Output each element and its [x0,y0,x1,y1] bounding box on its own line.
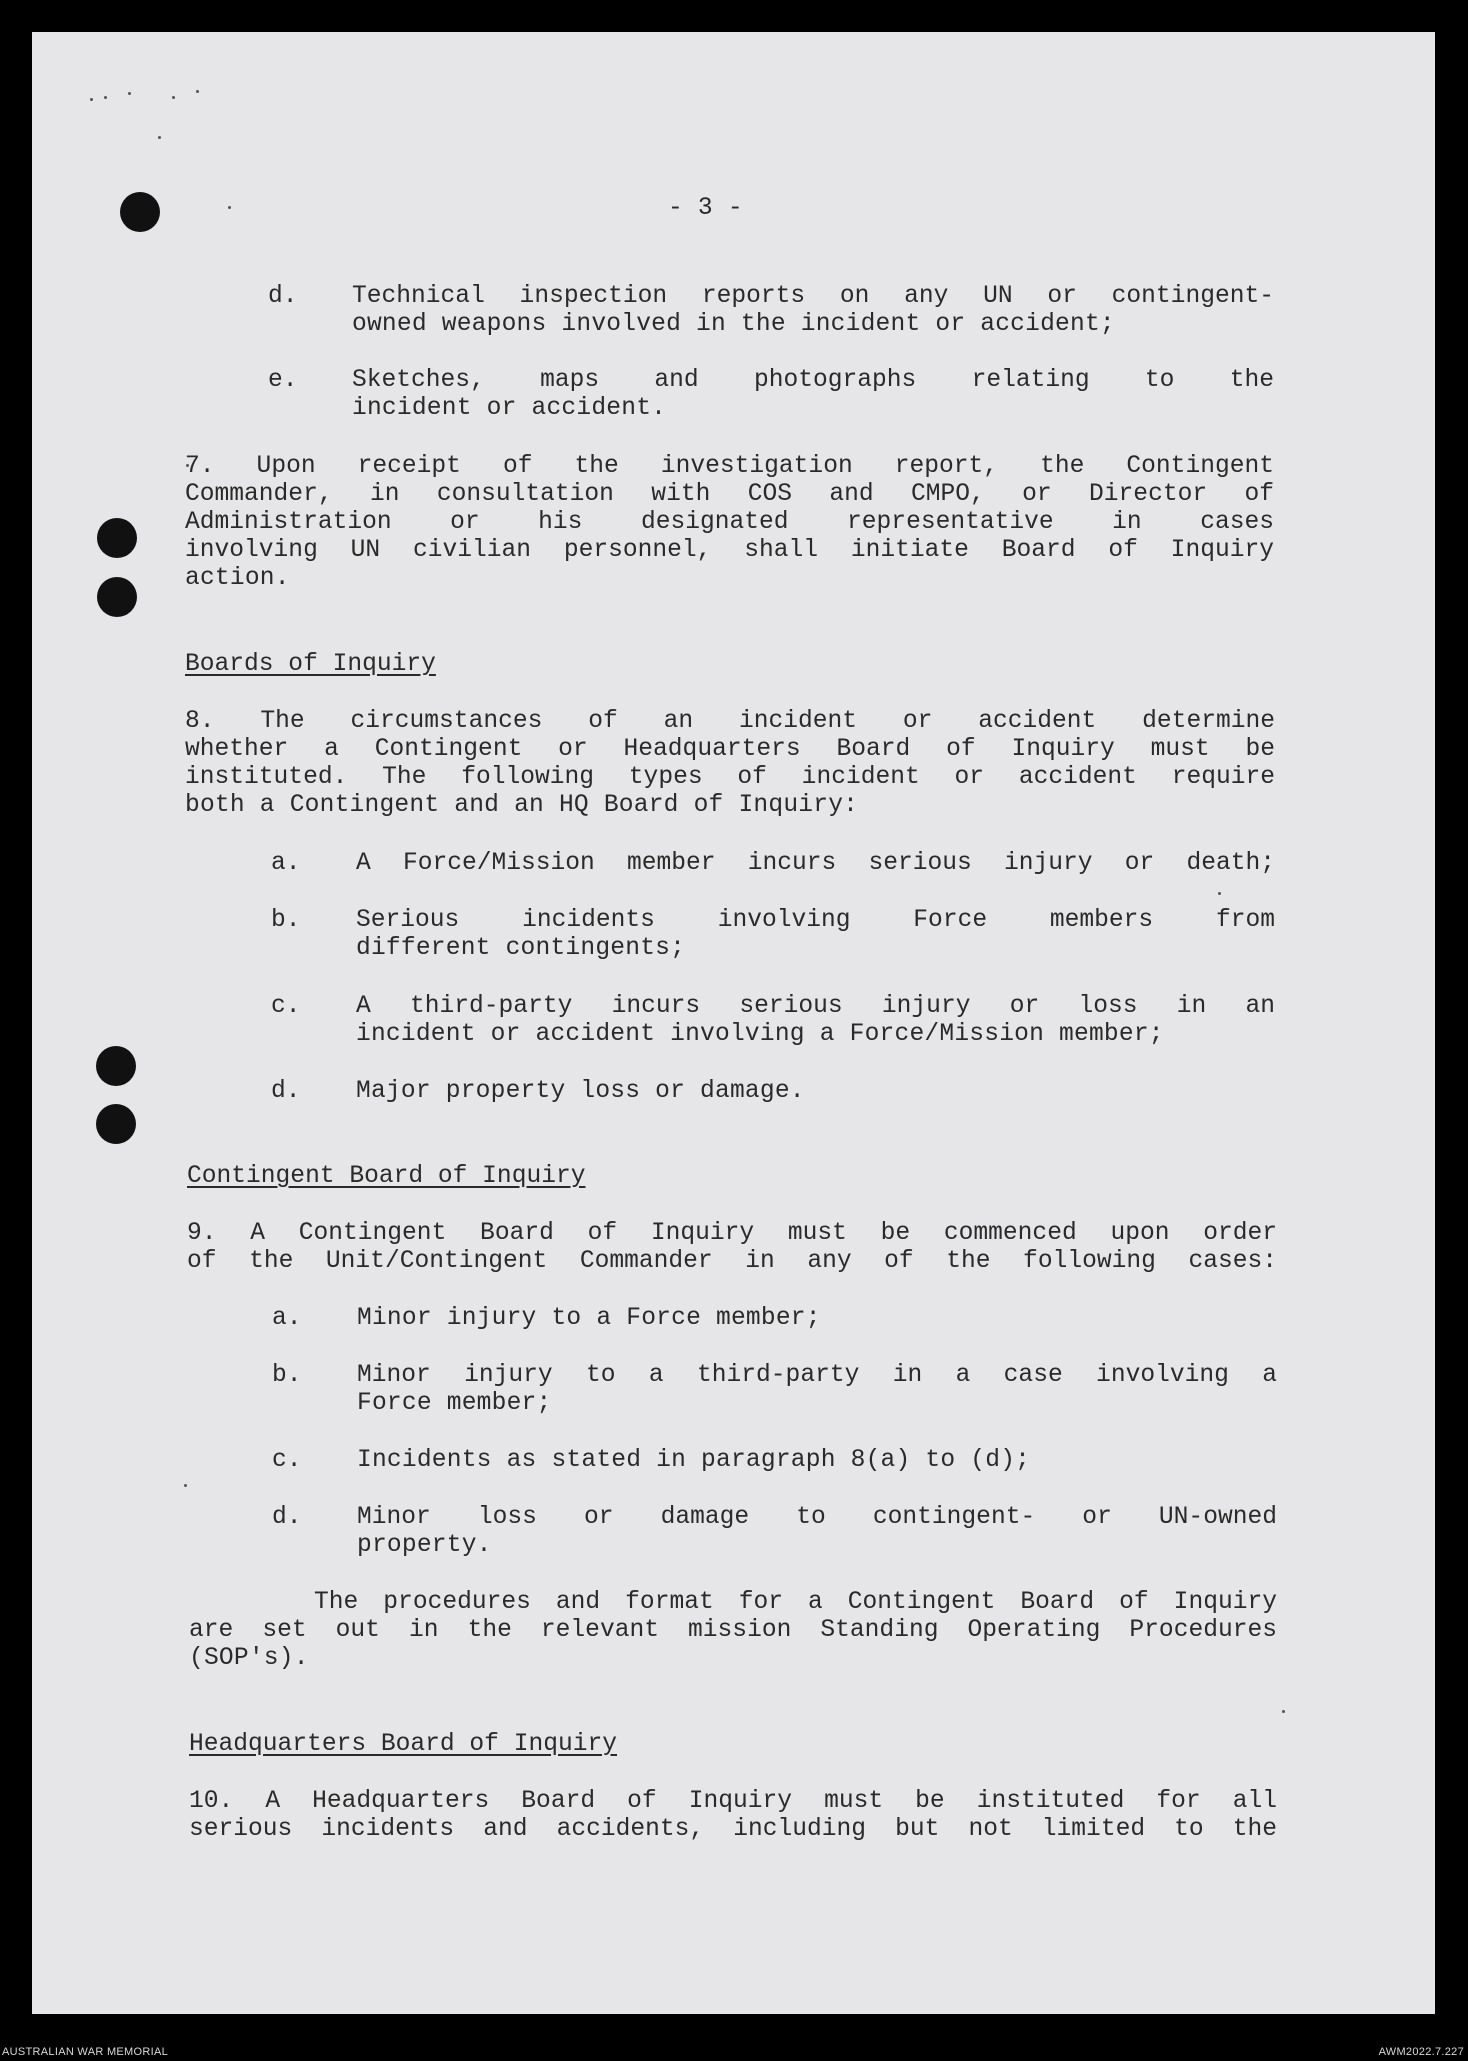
punch-hole-4 [96,1046,136,1086]
item-d-marker: d. [268,283,298,310]
para7-line-1: 7. Upon receipt of the investigation report, the Contingent [185,453,1274,480]
boards-item-c-marker: c. [271,993,301,1020]
boards-item-a-line-1: A Force/Mission member incurs serious injury or death; [356,850,1275,877]
boards-item-a-marker: a. [271,850,301,877]
heading-boards-of-inquiry: Boards of Inquiry [185,651,436,678]
item-d-line-1: Technical inspection reports on any UN or contingent- [352,283,1274,310]
boards-item-d-marker: d. [271,1078,301,1105]
heading-contingent-board: Contingent Board of Inquiry [187,1163,586,1190]
speck-mark [104,96,107,99]
punch-hole-1 [120,192,160,232]
para7-line-5: action. [185,565,290,592]
speck-mark [1218,892,1221,895]
para7-line-3: Administration or his designated representative in cases [185,509,1274,536]
contingent-item-c-line-1: Incidents as stated in paragraph 8(a) to (d); [357,1447,1031,1474]
para9-line-1: 9. A Contingent Board of Inquiry must be commenced upon order [187,1220,1277,1247]
para10-line-2: serious incidents and accidents, including but not limited to the [189,1816,1277,1843]
contingent-item-d-marker: d. [272,1504,302,1531]
item-e-line-2: incident or accident. [352,395,667,422]
para7-line-4: involving UN civilian personnel, shall initiate Board of Inquiry [185,537,1274,564]
speck-mark [196,90,199,93]
boards-item-b-line-1: Serious incidents involving Force members from [356,907,1275,934]
punch-hole-3 [97,577,137,617]
punch-hole-5 [96,1104,136,1144]
contingent-item-d-line-2: property. [357,1532,492,1559]
speck-mark [90,98,93,101]
para8-line-4: both a Contingent and an HQ Board of Inquiry: [185,792,859,819]
para8-line-2: whether a Contingent or Headquarters Board of Inquiry must be [185,736,1275,763]
boards-item-b-line-2: different contingents; [356,935,686,962]
speck-mark [172,96,175,99]
contingent-item-d-line-1: Minor loss or damage to contingent- or UN-owned [357,1504,1277,1531]
contingent-item-b-line-1: Minor injury to a third-party in a case involving a [357,1362,1277,1389]
para9-line-2: of the Unit/Contingent Commander in any of the following cases: [187,1248,1277,1275]
speck-mark [1282,1710,1285,1713]
contingent-item-b-marker: b. [272,1362,302,1389]
speck-mark [128,92,131,95]
para8-line-1: 8. The circumstances of an incident or accident determine [185,708,1275,735]
contingent-item-a-marker: a. [272,1305,302,1332]
page-number: - 3 - [668,195,743,222]
speck-mark [228,206,231,209]
contingent-item-c-marker: c. [272,1447,302,1474]
speck-mark [184,1484,187,1487]
boards-item-c-line-2: incident or accident involving a Force/Mission member; [356,1021,1164,1048]
procedures-line-3: (SOP's). [189,1645,309,1672]
para10-line-1: 10. A Headquarters Board of Inquiry must be instituted for all [189,1788,1277,1815]
procedures-line-2: are set out in the relevant mission Standing Operating Procedures [189,1617,1277,1644]
heading-headquarters-board: Headquarters Board of Inquiry [189,1731,618,1758]
punch-hole-2 [97,518,137,558]
boards-item-d-line-1: Major property loss or damage. [356,1078,805,1105]
para7-line-2: Commander, in consultation with COS and CMPO, or Director of [185,481,1274,508]
boards-item-b-marker: b. [271,907,301,934]
procedures-line-1: The procedures and format for a Contingent Board of Inquiry [189,1589,1277,1616]
speck-mark [158,136,161,139]
footer-accession-number: AWM2022.7.227 [1378,2046,1464,2058]
document-page [32,32,1435,2014]
item-d-line-2: owned weapons involved in the incident or accident; [352,311,1115,338]
item-e-line-1: Sketches, maps and photographs relating to the [352,367,1274,394]
para8-line-3: instituted. The following types of incident or accident require [185,764,1275,791]
item-e-marker: e. [268,367,298,394]
boards-item-c-line-1: A third-party incurs serious injury or loss in an [356,993,1275,1020]
footer-institution: AUSTRALIAN WAR MEMORIAL [2,2046,169,2058]
contingent-item-a-line-1: Minor injury to a Force member; [357,1305,821,1332]
contingent-item-b-line-2: Force member; [357,1390,552,1417]
